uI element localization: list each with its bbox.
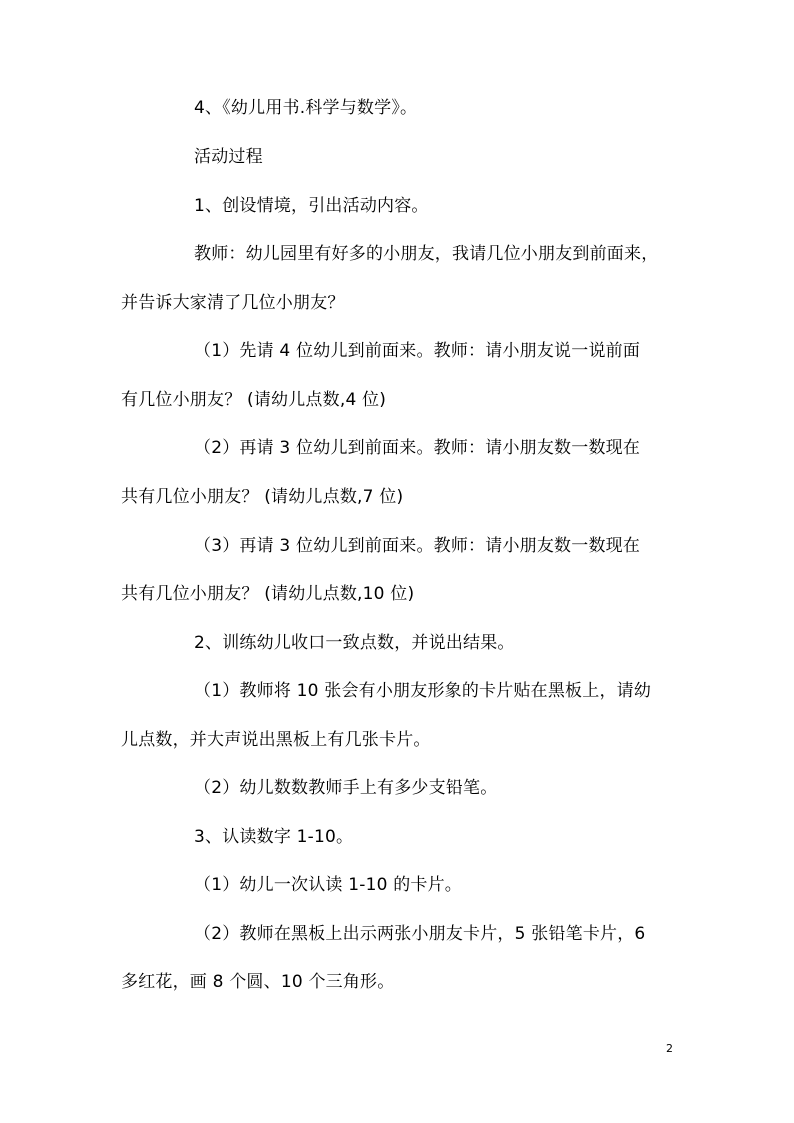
text-line: 儿点数，并大声说出黑板上有几张卡片。 — [121, 730, 431, 750]
step-heading: 1、创设情境，引出活动内容。 — [194, 196, 429, 216]
text-line: （3）再请 3 位幼儿到前面来。教师：请小朋友数一数现在 — [194, 536, 641, 556]
text-line: （1）先请 4 位幼儿到前面来。教师：请小朋友说一说前面 — [194, 341, 641, 361]
text-line: 有几位小朋友？ (请幼儿点数,4 位) — [121, 390, 387, 410]
text-line: 共有几位小朋友？ (请幼儿点数,7 位) — [121, 487, 404, 507]
text-line: （1）教师将 10 张会有小朋友形象的卡片贴在黑板上，请幼 — [194, 681, 652, 701]
text-line: 多红花，画 8 个圆、10 个三角形。 — [121, 972, 395, 992]
step-heading: 3、认读数字 1-10。 — [194, 827, 354, 847]
text-line: （2）再请 3 位幼儿到前面来。教师：请小朋友数一数现在 — [194, 438, 641, 458]
section-heading: 活动过程 — [194, 147, 263, 167]
text-line: 教师：幼儿园里有好多的小朋友，我请几位小朋友到前面来， — [194, 244, 659, 264]
text-line: 并告诉大家清了几位小朋友？ — [121, 293, 345, 313]
text-line: （2）幼儿数数教师手上有多少支铅笔。 — [194, 778, 498, 798]
text-line: （2）教师在黑板上出示两张小朋友卡片，5 张铅笔卡片，6 — [194, 924, 646, 944]
text-line: （1）幼儿一次认读 1-10 的卡片。 — [194, 875, 463, 895]
page-number: 2 — [666, 1042, 673, 1055]
step-heading: 2、训练幼儿收口一致点数，并说出结果。 — [194, 633, 515, 653]
text-line: 4、《幼儿用书.科学与数学》。 — [194, 98, 418, 118]
text-line: 共有几位小朋友？ (请幼儿点数,10 位) — [121, 584, 415, 604]
